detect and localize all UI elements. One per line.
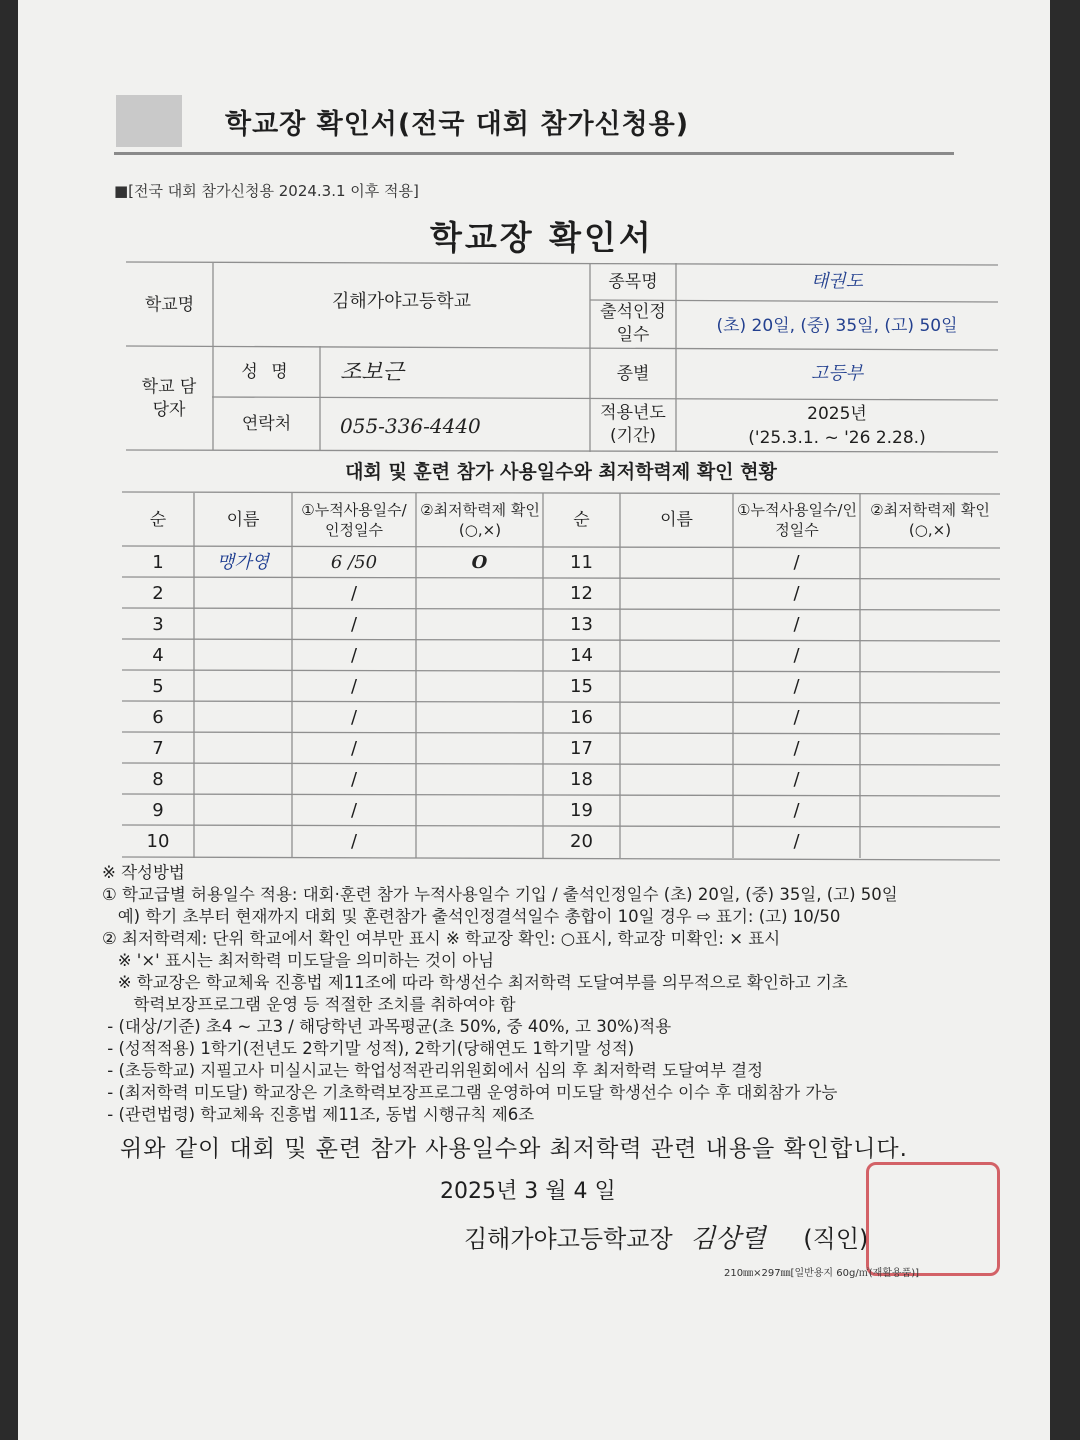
col-name-header: 이름 [226,509,260,530]
row-number: 4 [152,645,164,667]
sport-label: 종목명 [608,271,658,292]
row-name-right [620,548,733,579]
row-check [416,765,543,796]
row-days-right: / [793,614,800,636]
row-number: 7 [152,738,164,760]
row-number: 5 [152,676,164,698]
school-name-label: 학교명 [144,294,195,315]
attendance-days-value: (초) 20일, (중) 35일, (고) 50일 [716,315,958,336]
row-check [416,672,543,703]
col-no-header-right: 순 [573,509,590,530]
manager-label: 학교 담당자 [141,377,197,420]
row-check-right [860,610,1000,641]
division-value: 고등부 [810,362,864,384]
row-days: / [350,614,358,636]
row-check-right [860,579,1000,610]
row-number-right: 16 [570,707,593,729]
row-name [194,765,292,796]
writing-instructions [102,862,1002,1126]
col-days-header-right: ①누적사용일수/인정일수 [737,500,857,539]
row-number-right: 20 [570,831,593,853]
row-number-right: 12 [570,583,593,605]
confirmation-statement: 위와 같이 대회 및 훈련 참가 사용일수와 최저학력 관련 내용을 확인합니다. [120,1136,908,1162]
row-check-right [860,827,1000,858]
instruction-line: ※ '×' 표시는 최저학력 미도달을 의미하는 것이 아님 [102,951,495,970]
header-title: 학교장 확인서(전국 대회 참가신청용) [225,109,690,140]
instruction-line: ① 학교급별 허용일수 적용: 대회·훈련 참가 누적사용일수 기입 / 출석인정일수 (초) 20일, (중) 35일, (고) 50일 [102,885,898,904]
instruction-line: ※ 작성방법 [102,863,185,882]
row-check [416,641,543,672]
row-name-right [620,796,733,827]
row-number: 3 [152,614,164,636]
row-name [194,641,292,672]
row-number: 8 [152,769,164,791]
row-days-right: / [793,707,800,729]
row-check-right [860,703,1000,734]
instruction-line: - (최저학력 미도달) 학교장은 기초학력보장프로그램 운영하여 미도달 학생선수 이수 후 대회참가 가능 [102,1083,838,1102]
row-days: / [350,676,358,698]
table-title: 대회 및 훈련 참가 사용일수와 최저학력제 확인 현황 [345,461,777,484]
col-no-header: 순 [149,509,167,530]
row-days: / [350,707,358,729]
row-check [416,703,543,734]
row-name: 맹가영 [216,552,270,574]
row-check [416,610,543,641]
instruction-line: - (성적적용) 1학기(전년도 2학기말 성적), 2학기(당해연도 1학기말 성적) [102,1039,635,1058]
row-days-right: / [793,676,800,698]
row-name-right [620,734,733,765]
row-number: 10 [146,831,170,853]
sport-value: 태권도 [810,270,864,292]
row-days: / [350,800,358,822]
row-check [416,734,543,765]
row-days: / [350,583,358,605]
row-days: / [350,831,358,853]
row-check [416,579,543,610]
principal-title: 김해가야고등학교장 [464,1225,673,1253]
paper-spec-note: 210㎜×297㎜[일반용지 60g/㎡(재활용품)] [724,1268,920,1279]
principal-signature: 김상렬 [690,1224,766,1254]
row-name [194,579,292,610]
row-check-right [860,548,1000,579]
attendance-days-label: 출석인정 일수 [600,302,666,345]
row-name-right [620,765,733,796]
row-days: 6 /50 [330,552,378,574]
row-name-right [620,610,733,641]
row-days-right: / [793,769,800,791]
col-check-header: ②최저학력제 확인(○,×) [420,500,540,539]
row-number-right: 13 [570,614,593,636]
year-value: 2025년 [807,404,867,424]
row-number-right: 18 [570,769,593,791]
row-number: 6 [152,707,164,729]
row-days-right: / [793,583,800,605]
row-name-right [620,641,733,672]
row-check: O [471,552,488,574]
row-name [194,672,292,703]
row-name [194,827,292,858]
document-title: 학교장 확인서 [430,218,654,257]
row-name-right [620,672,733,703]
row-days-right: / [793,645,800,667]
row-days-right: / [793,738,800,760]
year-label: 적용년도 (기간) [600,403,666,446]
row-check-right [860,765,1000,796]
row-name-right [620,703,733,734]
instruction-line: 예) 학기 초부터 현재까지 대회 및 훈련참가 출석인정결석일수 총합이 10일 경우 ⇨ 표기: (고) 10/50 [102,907,841,926]
manager-name-label: 성 명 [241,361,292,382]
instruction-line: - (관련법령) 학교체육 진흥법 제11조, 동법 시행규칙 제6조 [102,1105,535,1124]
col-days-header: ①누적사용일수/인정일수 [301,500,407,539]
row-check-right [860,734,1000,765]
row-days-right: / [793,831,800,853]
row-number: 1 [152,552,164,574]
row-number-right: 17 [570,738,593,760]
row-check [416,827,543,858]
col-name-header-right: 이름 [660,509,693,530]
row-days-right: / [793,800,800,822]
year-value-block [676,402,998,450]
row-check-right [860,641,1000,672]
row-name-right [620,827,733,858]
row-days: / [350,645,358,667]
row-check-right [860,672,1000,703]
school-seal-stamp [866,1162,1000,1276]
applicability-notice: ■[전국 대회 참가신청용 2024.3.1 이후 적용] [114,182,419,200]
confirmation-date: 2025년 3 월 4 일 [440,1179,616,1204]
contact-value: 055-336-4440 [340,413,481,438]
row-days-right: / [793,552,800,574]
row-days: / [350,769,358,791]
year-period: ('25.3.1. ~ '26 2.28.) [748,428,926,448]
col-check-header-right: ②최저학력제 확인(○,×) [870,500,990,539]
row-number-right: 19 [570,800,593,822]
row-number-right: 15 [570,676,593,698]
row-name [194,610,292,641]
row-name [194,734,292,765]
instruction-line: - (초등학교) 지필고사 미실시교는 학업성적관리위원회에서 심의 후 최저학력 도달여부 결정 [102,1061,764,1080]
principal-line [464,1218,868,1255]
instruction-line: - (대상/기준) 초4 ~ 고3 / 해당학년 과목평균(초 50%, 중 40%, 고 30%)적용 [102,1017,672,1036]
instruction-line: ② 최저학력제: 단위 학교에서 확인 여부만 표시 ※ 학교장 확인: ○표시, 학교장 미확인: × 표시 [102,929,781,948]
row-number: 2 [152,583,164,605]
row-name [194,703,292,734]
manager-name-value: 조보근 [340,360,404,386]
row-number-right: 11 [570,552,593,574]
row-check-right [860,796,1000,827]
contact-label: 연락처 [241,413,292,434]
row-name-right [620,579,733,610]
instruction-line: 학력보장프로그램 운영 등 적절한 조치를 취하여야 함 [102,995,516,1014]
seal-label: (직인) [803,1225,869,1253]
school-name-value: 김해가야고등학교 [331,290,472,312]
row-name [194,796,292,827]
division-label: 종별 [616,363,650,384]
row-check [416,796,543,827]
row-number: 9 [152,800,164,822]
instruction-line: ※ 학교장은 학교체육 진흥법 제11조에 따라 학생선수 최저학력 도달여부를 의무적으로 확인하고 기초 [102,973,848,992]
row-days: / [350,738,358,760]
row-number-right: 14 [570,645,593,667]
